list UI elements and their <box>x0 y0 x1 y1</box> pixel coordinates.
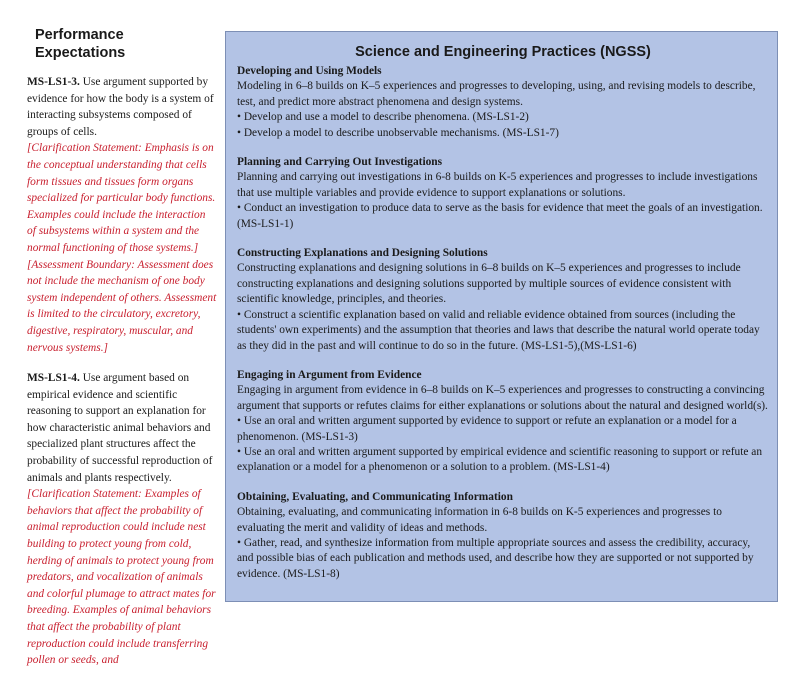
section-bullet: • Conduct an investigation to produce data to serve as the basis for evidence that meet the goals of an investigation. (MS-LS1-1) <box>237 202 763 230</box>
clarification-statement: [Clarification Statement: Emphasis is on the conceptual understanding that cells form tissues and tissues form organs specialized for particular body functions. Examples could include the interaction of subsystems within a system and the normal functioning of those systems.] <box>27 142 216 254</box>
section-body: Obtaining, evaluating, and communicating information in 6-8 builds on K-5 experiences and progresses to evaluating the merit and validity of ideas and methods. <box>237 506 722 534</box>
section-title: Obtaining, Evaluating, and Communicating Information <box>237 490 513 503</box>
pe-code: MS-LS1-4. <box>27 372 80 385</box>
performance-expectations-title: Performance Expectations <box>35 27 126 61</box>
pe-ms-ls1-4 <box>27 370 217 669</box>
section-developing-models <box>237 64 769 141</box>
section-planning-investigations <box>237 155 769 232</box>
section-body: Engaging in argument from evidence in 6–8 builds on K–5 experiences and progresses to constructing a convincing argument that supports or refutes claims for either explanations or solutions about the natural and designed world(s). <box>237 384 768 412</box>
performance-expectations-column <box>27 26 217 683</box>
section-bullet: • Develop a model to describe unobservable mechanisms. (MS-LS1-7) <box>237 126 559 139</box>
section-body: Modeling in 6–8 builds on K–5 experiences and progresses to developing, using, and revising models to describe, test, and predict more abstract phenomena and design systems. <box>237 80 756 108</box>
clarification-statement: [Clarification Statement: Examples of behaviors that affect the probability of animal reproduction could include nest building to protect young from cold, herding of animals to protect young from predators, and vocalization of animals and colorful plumage to attract mates for breeding. Examples of animal behaviors that affect the probability of plant reproduction could include transferring pollen or seeds, and <box>27 488 216 667</box>
section-bullet: • Use an oral and written argument supported by evidence to support or refute an explanation or a model for a phenomenon. (MS-LS1-3) <box>237 415 737 443</box>
section-obtaining-information <box>237 490 769 582</box>
section-bullet: • Develop and use a model to describe phenomena. (MS-LS1-2) <box>237 111 529 124</box>
section-title: Engaging in Argument from Evidence <box>237 368 422 381</box>
section-bullet: • Construct a scientific explanation based on valid and reliable evidence obtained from sources (including the students' own experiments) and the assumption that theories and laws that describe the natural world operate today as they did in the past and will continue to do so in the future. (MS-LS1-5),(MS-LS1-6) <box>237 308 760 352</box>
assessment-boundary: [Assessment Boundary: Assessment does not include the mechanism of one body system independent of others. Assessment is limited to the circulatory, excretory, digestive, respiratory, muscular, and nervous systems.] <box>27 258 217 354</box>
section-engaging-argument <box>237 368 769 476</box>
pe-ms-ls1-3 <box>27 74 217 356</box>
section-title: Planning and Carrying Out Investigations <box>237 156 443 169</box>
section-bullet: • Use an oral and written argument supported by empirical evidence and scientific reasoning to support or refute an explanation or a model for a phenomenon or a solution to a problem. (MS-LS1-4) <box>237 445 763 474</box>
pe-code: MS-LS1-3. <box>27 76 80 88</box>
pe-text: Use argument supported by evidence for how the body is a system of interacting subsystems composed of groups of cells. <box>27 76 214 138</box>
pe-text: Use argument based on empirical evidence and scientific reasoning to support an explanation for how characteristic animal behaviors and specialized plant structures affect the probability of successful reproduction of animals and plants respectively. <box>27 372 213 484</box>
science-engineering-practices-panel <box>225 31 778 602</box>
panel-title: Science and Engineering Practices (NGSS) <box>355 44 651 60</box>
section-body: Planning and carrying out investigations in 6-8 builds on K-5 experiences and progresses to include investigations that use multiple variables and provide evidence to support explanations or solutions. <box>237 171 758 199</box>
section-bullet: • Gather, read, and synthesize information from multiple appropriate sources and assess the credibility, accuracy, and possible bias of each publication and methods used, and describe how they are supported or not supported by evidence. (MS-LS1-8) <box>237 536 754 580</box>
section-title: Constructing Explanations and Designing Solutions <box>237 247 488 260</box>
section-constructing-explanations <box>237 246 769 354</box>
section-body: Constructing explanations and designing solutions in 6–8 builds on K–5 experiences and progresses to include constructing explanations and designing solutions supported by multiple sources of evidence consistent with scientific knowledge, principles, and theories. <box>237 262 741 306</box>
section-title: Developing and Using Models <box>237 65 382 77</box>
